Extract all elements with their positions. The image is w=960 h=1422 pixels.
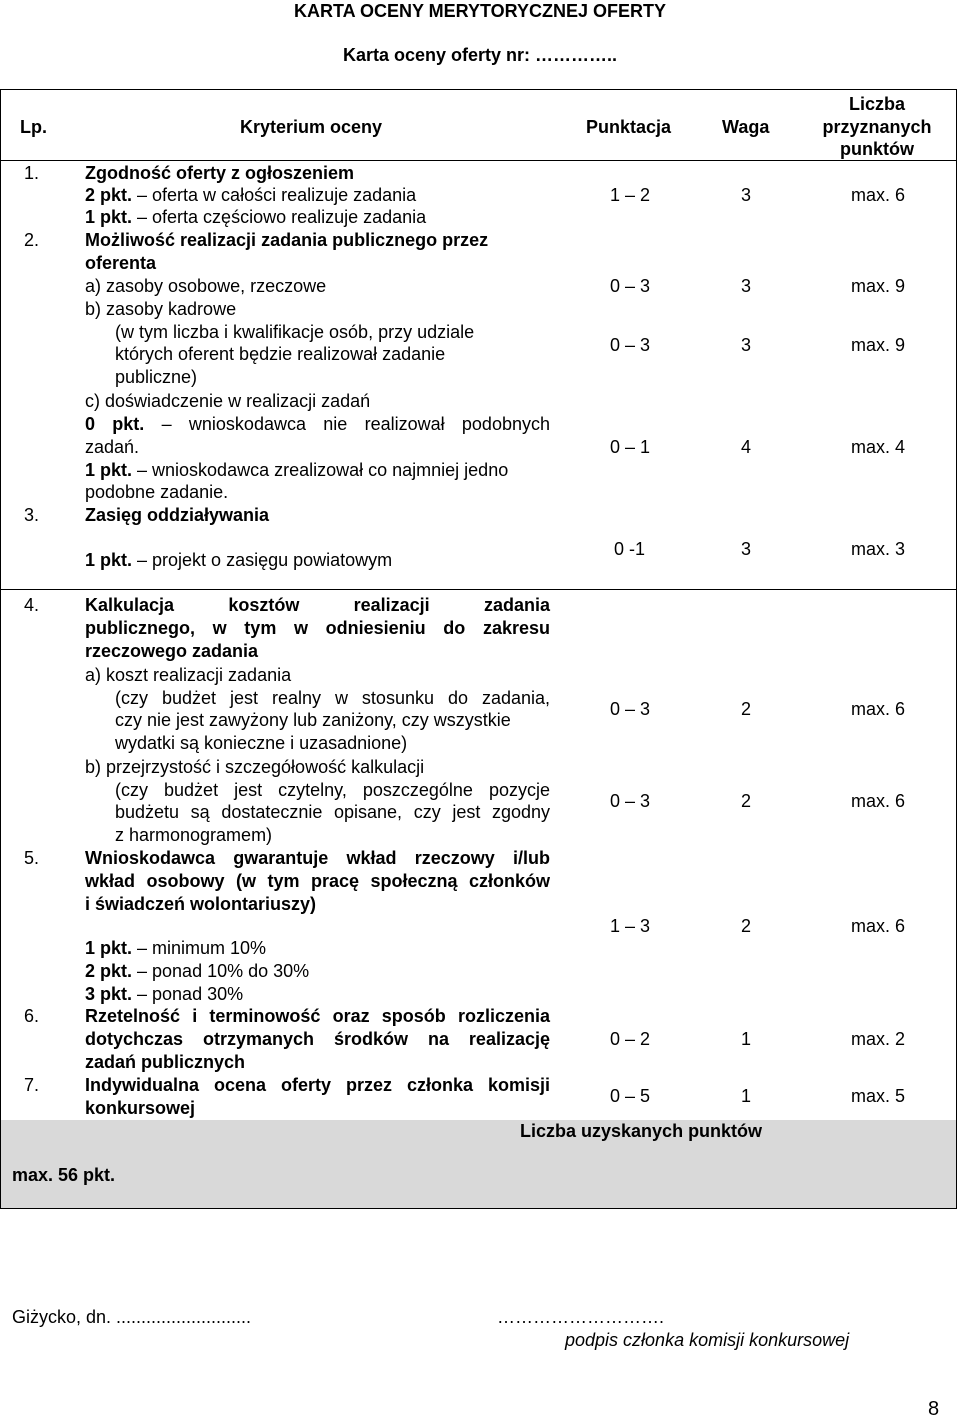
row-7-max: max. 5 [850, 1086, 905, 1106]
option-points: 1 pkt. [85, 207, 133, 227]
row-3-option-1 [85, 549, 392, 571]
col-header-points-3: punktów [840, 139, 914, 159]
row-2-title-1: Możliwość realizacji zadania publicznego przez [85, 230, 489, 250]
row-2b-line-3: których oferent będzie realizował zadanie [115, 344, 446, 364]
page-number: 8 [928, 1398, 940, 1420]
row-5-weight: 2 [741, 916, 752, 936]
row-1-score: 1 – 2 [610, 185, 651, 205]
option-points: 1 pkt. [85, 460, 133, 480]
table-right-border [956, 89, 957, 1209]
option-text: – minimum 10% [132, 938, 267, 958]
document-title: KARTA OCENY MERYTORYCZNEJ OFERTY [293, 1, 667, 21]
row-7-title-1: Indywidualna ocena oferty przez członka komisji [85, 1075, 550, 1095]
table-bottom-border [0, 1208, 957, 1209]
option-text: – oferta częściowo realizuje zadania [132, 207, 427, 227]
header-bottom-border [0, 160, 957, 161]
option-text: – ponad 10% do 30% [132, 961, 310, 981]
row-6-title-2: dotychczas otrzymanych środków na realizację [85, 1029, 550, 1049]
table-left-border [0, 89, 1, 1209]
section-divider [0, 589, 957, 590]
row-4-number: 4. [24, 595, 40, 615]
row-2b-score: 0 – 3 [610, 335, 651, 355]
option-text: – wnioskodawca nie realizował podobnych [144, 414, 550, 434]
row-2c-line-2 [85, 413, 550, 435]
row-6-max: max. 2 [850, 1029, 905, 1049]
row-2b-line-4: publiczne) [115, 367, 198, 387]
row-6-title-3: zadań publicznych [85, 1052, 246, 1072]
row-2c-line-1: c) doświadczenie w realizacji zadań [85, 391, 371, 411]
row-1-option-1 [85, 184, 416, 206]
table-top-border [0, 89, 957, 90]
row-3-title: Zasięg oddziaływania [85, 505, 270, 525]
option-points: 2 pkt. [85, 961, 133, 981]
row-4-title-3: rzeczowego zadania [85, 641, 259, 661]
row-4a-line-1: a) koszt realizacji zadania [85, 665, 292, 685]
row-4a-score: 0 – 3 [610, 699, 651, 719]
row-5-max: max. 6 [850, 916, 905, 936]
option-text: – projekt o zasięgu powiatowym [132, 550, 393, 570]
row-2a-score: 0 – 3 [610, 276, 651, 296]
col-header-criterion: Kryterium oceny [240, 117, 383, 137]
col-header-points-2: przyznanych [822, 117, 932, 137]
row-2c-line-3: zadań. [85, 437, 140, 457]
row-4a-max: max. 6 [850, 699, 905, 719]
row-7-score: 0 – 5 [610, 1086, 651, 1106]
row-5-option-2 [85, 960, 309, 982]
row-1-max: max. 6 [850, 185, 905, 205]
row-6-number: 6. [24, 1006, 40, 1026]
row-7-title-2: konkursowej [85, 1098, 196, 1118]
total-row-background [1, 1120, 956, 1208]
row-4b-max: max. 6 [850, 791, 905, 811]
row-5-title-3: i świadczeń wolontariuszy) [85, 894, 317, 914]
row-2b-line-1: b) zasoby kadrowe [85, 299, 237, 319]
row-7-number: 7. [24, 1075, 40, 1095]
row-4-title-2: publicznego, w tym w odniesieniu do zakresu [85, 618, 550, 638]
place-date: Giżycko, dn. ........................... [12, 1307, 252, 1327]
card-number: Karta oceny oferty nr: ………….. [342, 45, 618, 65]
option-points: 3 pkt. [85, 984, 133, 1004]
row-1-number: 1. [24, 163, 40, 183]
row-2a-weight: 3 [741, 276, 752, 296]
row-2c-weight: 4 [741, 437, 752, 457]
row-3-number: 3. [24, 505, 40, 525]
row-3-score: 0 -1 [614, 539, 646, 559]
row-4b-weight: 2 [741, 791, 752, 811]
row-1-option-2 [85, 206, 426, 228]
row-2c-line-5: podobne zadanie. [85, 482, 229, 502]
col-header-score: Punktacja [586, 117, 672, 137]
option-text: – ponad 30% [132, 984, 244, 1004]
row-2b-weight: 3 [741, 335, 752, 355]
row-5-score: 1 – 3 [610, 916, 651, 936]
row-2-number: 2. [24, 230, 40, 250]
option-points: 0 pkt. [85, 414, 145, 434]
row-4a-weight: 2 [741, 699, 752, 719]
row-4a-line-3: czy nie jest zawyżony lub zaniżony, czy wszystkie [115, 710, 511, 730]
row-5-title-2: wkład osobowy (w tym pracę społeczną członków [85, 871, 550, 891]
row-2c-score: 0 – 1 [610, 437, 651, 457]
row-5-option-3 [85, 983, 243, 1005]
total-max-points: max. 56 pkt. [12, 1165, 116, 1185]
row-2c-line-4 [85, 459, 508, 481]
row-2-title-2: oferenta [85, 253, 157, 273]
row-2b-line-2: (w tym liczba i kwalifikacje osób, przy udziale [115, 322, 475, 342]
col-header-lp: Lp. [20, 117, 47, 137]
total-points-label: Liczba uzyskanych punktów [520, 1121, 763, 1141]
row-3-weight: 3 [741, 539, 752, 559]
signature-line: ………………………. [497, 1307, 665, 1327]
option-points: 1 pkt. [85, 938, 133, 958]
option-points: 2 pkt. [85, 185, 133, 205]
row-5-option-1 [85, 937, 266, 959]
option-text: – wnioskodawca zrealizował co najmniej jedno [132, 460, 509, 480]
signature-caption: podpis członka komisji konkursowej [565, 1330, 850, 1350]
row-4b-line-2: (czy budżet jest czytelny, poszczególne pozycje [115, 780, 550, 800]
row-4b-line-4: z harmonogramem) [115, 825, 273, 845]
row-2c-max: max. 4 [850, 437, 905, 457]
row-3-max: max. 3 [850, 539, 905, 559]
row-4a-line-2: (czy budżet jest realny w stosunku do zadania, [115, 688, 550, 708]
row-4-title-1: Kalkulacja kosztów realizacji zadania [85, 595, 550, 615]
row-4b-line-3: budżetu są dostatecznie opisane, czy jest zgodny [115, 802, 550, 822]
row-5-number: 5. [24, 848, 40, 868]
row-2b-max: max. 9 [850, 335, 905, 355]
col-header-weight: Waga [722, 117, 770, 137]
row-6-weight: 1 [741, 1029, 752, 1049]
row-1-weight: 3 [741, 185, 752, 205]
row-6-score: 0 – 2 [610, 1029, 651, 1049]
row-1-title: Zgodność oferty z ogłoszeniem [85, 163, 355, 183]
row-6-title-1: Rzetelność i terminowość oraz sposób rozliczenia [85, 1006, 550, 1026]
option-text: – oferta w całości realizuje zadania [132, 185, 417, 205]
row-4b-score: 0 – 3 [610, 791, 651, 811]
row-2a-text: a) zasoby osobowe, rzeczowe [85, 276, 327, 296]
row-5-title-1: Wnioskodawca gwarantuje wkład rzeczowy i/lub [85, 848, 550, 868]
row-4a-line-4: wydatki są konieczne i uzasadnione) [115, 733, 408, 753]
row-4b-line-1: b) przejrzystość i szczegółowość kalkulacji [85, 757, 425, 777]
row-2a-max: max. 9 [850, 276, 905, 296]
row-7-weight: 1 [741, 1086, 752, 1106]
option-points: 1 pkt. [85, 550, 133, 570]
col-header-points-1: Liczba [848, 94, 905, 114]
